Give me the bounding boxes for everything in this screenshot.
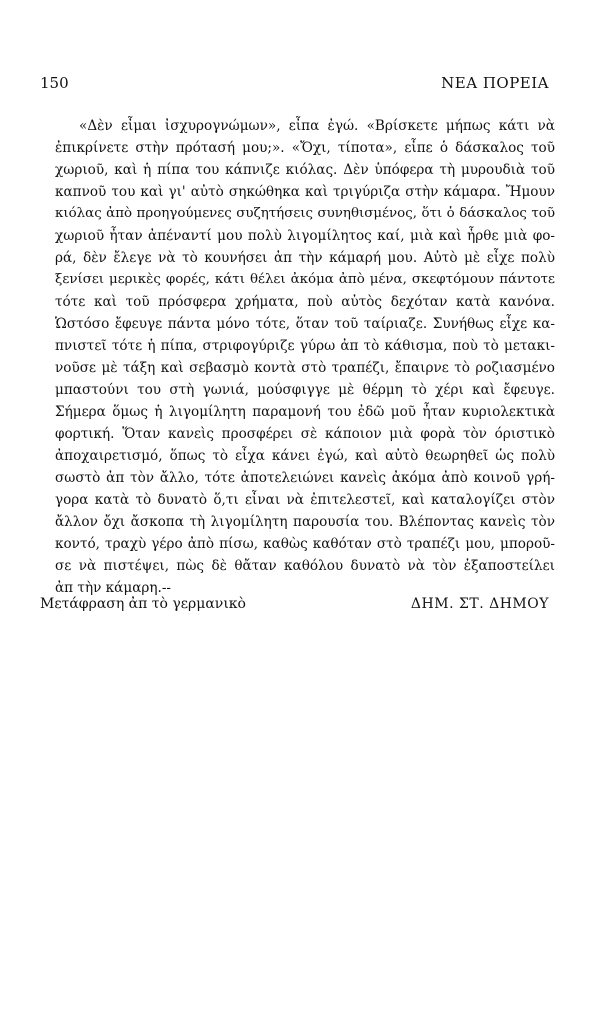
translation-note: Μετάφραση ἀπ τὸ γερμανικὸ	[40, 596, 246, 612]
page-footer	[40, 596, 549, 618]
running-head: ΝΕΑ ΠΟΡΕΙΑ	[441, 74, 549, 92]
body-text	[55, 115, 555, 599]
text-line: χωριοῦ, καὶ ἡ πίπα του κάπνιζε κιόλας. Δὲν ὑπόφερα τὴ μυρουδιὰ τοῦ	[55, 162, 555, 178]
text-line: γορα κατὰ τὸ δυνατὸ ὅ,τι εἶναι νὰ ἐπιτελεστεῖ, καὶ καταλογίζει στὸν	[55, 492, 555, 508]
text-line: κοντό, τραχὺ γέρο ἀπὸ πίσω, καθὼς καθόταν στὸ τραπέζι μου, μποροῦ-	[55, 536, 555, 552]
text-line: χωριοῦ ἦταν ἀπέναντί μου πολὺ λιγομίλητος καί, μιὰ καὶ ἦρθε μιὰ φο-	[55, 228, 555, 244]
text-line: σε νὰ πιστέψει, πὼς δὲ θἄταν καθόλου δυνατὸ νὰ τὸν ἐξαποστείλει	[55, 558, 555, 574]
text-line: Ὡστόσο ἔφευγε πάντα μόνο τότε, ὅταν τοῦ ταίριαζε. Συνήθως εἶχε κα-	[55, 316, 555, 332]
text-line: φορτική. Ὅταν κανεὶς προσφέρει σὲ κάποιον μιὰ φορὰ τὸν όριστικὸ	[55, 426, 555, 442]
text-line: ἀπ τὴν κάμαρη.--	[55, 580, 172, 596]
text-line: «Δὲν εἶμαι ἰσχυρογνώμων», εἶπα ἐγώ. «Βρίσκετε μήπως κάτι νὰ	[79, 118, 555, 134]
text-line: κιόλας ἀπὸ προηγούμενες συζητήσεις συνηθισμένος, ὅτι ὁ δάσκαλος τοῦ	[55, 206, 555, 221]
text-line: πνιστεῖ τότε ἡ πίπα, στριφογύριζε γύρω ἀπ τὸ κάθισμα, ποὺ τὸ μετακι-	[55, 338, 555, 354]
page-header	[40, 74, 549, 96]
text-line: Σήμερα ὅμως ἡ λιγομίλητη παραμονή του ἐδῶ μοῦ ἦταν κυριολεκτικὰ	[55, 404, 555, 420]
text-line: ξενίσει μερικὲς φορές, κάτι θέλει ἀκόμα ἀπὸ μένα, σκεφτόμουν πάντοτε	[55, 272, 555, 287]
text-line: ρά, δὲν ἔλεγε νὰ τὸ κουνήσει ἀπ τὴν κάμαρή μου. Αὐτὸ μὲ εἶχε πολὺ	[55, 250, 555, 266]
page-number: 150	[40, 74, 69, 92]
text-line: ἐπικρίνετε στὴν πρότασή μου;». «Ὄχι, τίποτα», εἶπε ὁ δάσκαλος τοῦ	[55, 140, 555, 156]
text-line: νοῦσε μὲ τάξη καὶ σεβασμὸ κοντὰ στὸ τραπέζι, ἔπαιρνε τὸ ροζιασμένο	[55, 360, 555, 376]
text-line: τότε καὶ τοῦ πρόσφερα χρήματα, ποὺ αὐτὸς δεχόταν κατὰ κανόνα.	[55, 294, 555, 310]
text-line: ἀποχαιρετισμό, ὅπως τὸ εἶχα κάνει ἐγώ, καὶ αὐτὸ θεωρηθεῖ ὡς πολὺ	[55, 448, 555, 464]
text-line: σωστὸ ἀπ τὸν ἄλλο, τότε ἀποτελειώνει κανεὶς ἀκόμα ἀπὸ κοινοῦ γρή-	[55, 470, 555, 486]
text-line: καπνοῦ του καὶ γι' αὐτὸ σηκώθηκα καὶ τριγύριζα στὴν κάμαρα. Ἤμουν	[55, 184, 555, 200]
text-line: μπαστούνι του στὴ γωνιά, μούσφιγγε μὲ θέρμη τὸ χέρι καὶ ἔφευγε.	[55, 382, 555, 398]
text-line: ἄλλον ὄχι ἄσκοπα τὴ λιγομίλητη παρουσία του. Βλέποντας κανεὶς τὸν	[55, 514, 555, 530]
translator-name: ΔΗΜ. ΣΤ. ΔΗΜΟΥ	[410, 596, 549, 612]
